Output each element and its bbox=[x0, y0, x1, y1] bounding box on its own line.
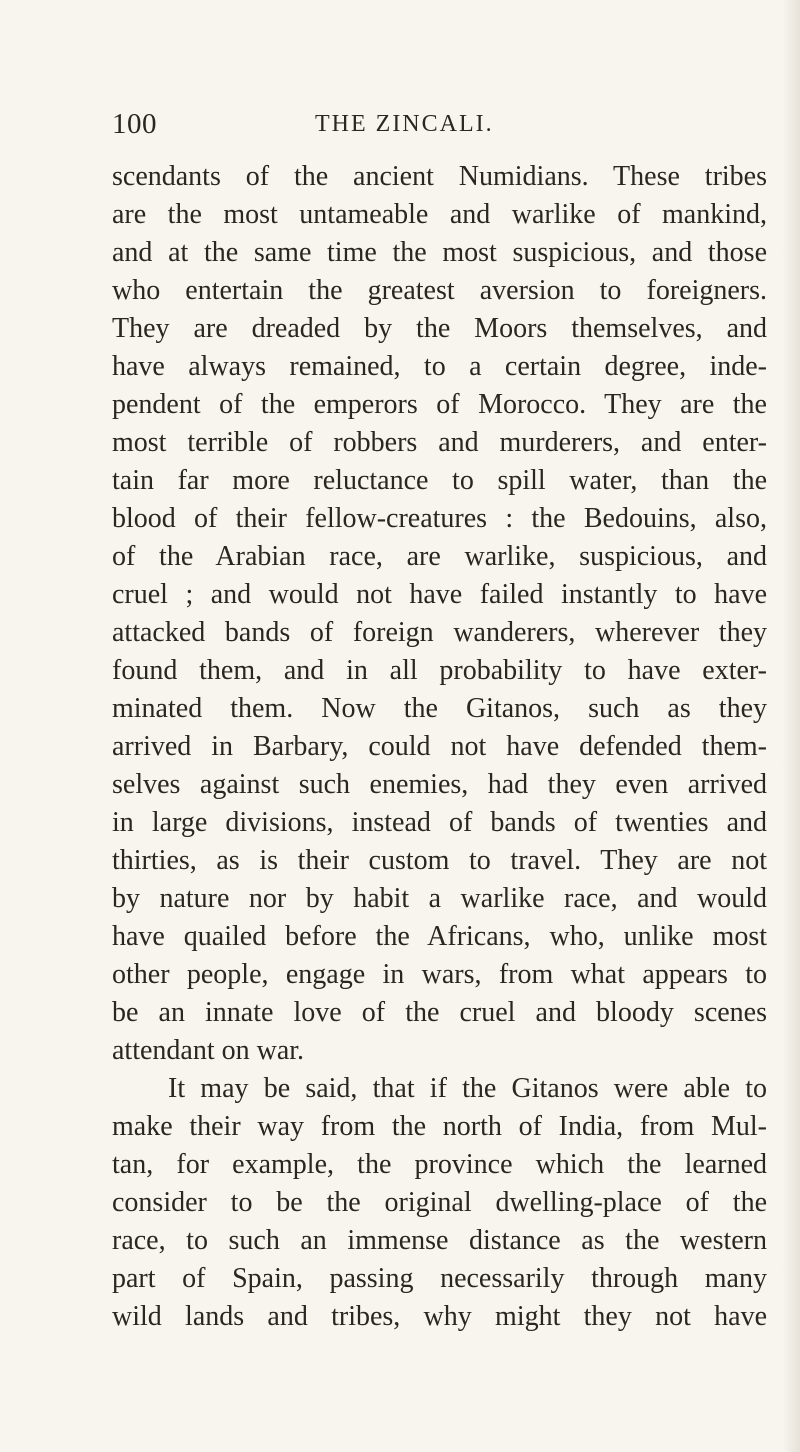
text-line: part of Spain, passing necessarily through many bbox=[112, 1263, 767, 1294]
text-line: scendants of the ancient Numidians. These tribes bbox=[112, 161, 767, 192]
text-line: pendent of the emperors of Morocco. They are the bbox=[112, 389, 767, 420]
text-line: They are dreaded by the Moors themselves, and bbox=[112, 313, 767, 344]
text-line: and at the same time the most suspicious, and those bbox=[112, 237, 767, 268]
text-line: blood of their fellow-creatures : the Bedouins, also, bbox=[112, 503, 767, 534]
text-line: have quailed before the Africans, who, unlike most bbox=[112, 921, 767, 952]
text-line: found them, and in all probability to have exter- bbox=[112, 655, 767, 686]
text-line: make their way from the north of India, from Mul- bbox=[112, 1111, 767, 1142]
body-text bbox=[112, 158, 767, 1336]
text-line: wild lands and tribes, why might they not have bbox=[112, 1301, 767, 1332]
text-line: most terrible of robbers and murderers, and enter- bbox=[112, 427, 767, 458]
paragraph-start-line: It may be said, that if the Gitanos were able to bbox=[168, 1073, 767, 1104]
text-line: who entertain the greatest aversion to foreigners. bbox=[112, 275, 767, 306]
text-line: tan, for example, the province which the learned bbox=[112, 1149, 767, 1180]
running-head: THE ZINCALI. bbox=[315, 111, 494, 137]
text-line: tain far more reluctance to spill water, than the bbox=[112, 465, 767, 496]
text-line: be an innate love of the cruel and bloody scenes bbox=[112, 997, 767, 1028]
page-number: 100 bbox=[112, 108, 157, 140]
page-header bbox=[112, 104, 762, 144]
text-line: attacked bands of foreign wanderers, wherever they bbox=[112, 617, 767, 648]
text-line: arrived in Barbary, could not have defended them- bbox=[112, 731, 767, 762]
text-line: consider to be the original dwelling-place of the bbox=[112, 1187, 767, 1218]
paragraph-end-line: attendant on war. bbox=[112, 1035, 305, 1066]
text-line: selves against such enemies, had they even arrived bbox=[112, 769, 767, 800]
text-line: cruel ; and would not have failed instantly to have bbox=[112, 579, 767, 610]
text-line: other people, engage in wars, from what appears to bbox=[112, 959, 767, 990]
text-line: race, to such an immense distance as the western bbox=[112, 1225, 767, 1256]
text-line: in large divisions, instead of bands of twenties and bbox=[112, 807, 767, 838]
page-edge-shadow bbox=[782, 0, 800, 1452]
text-line: of the Arabian race, are warlike, suspicious, and bbox=[112, 541, 767, 572]
text-line: minated them. Now the Gitanos, such as they bbox=[112, 693, 767, 724]
text-line: by nature nor by habit a warlike race, and would bbox=[112, 883, 767, 914]
text-line: thirties, as is their custom to travel. They are not bbox=[112, 845, 767, 876]
text-line: have always remained, to a certain degree, inde- bbox=[112, 351, 767, 382]
text-line: are the most untameable and warlike of mankind, bbox=[112, 199, 767, 230]
